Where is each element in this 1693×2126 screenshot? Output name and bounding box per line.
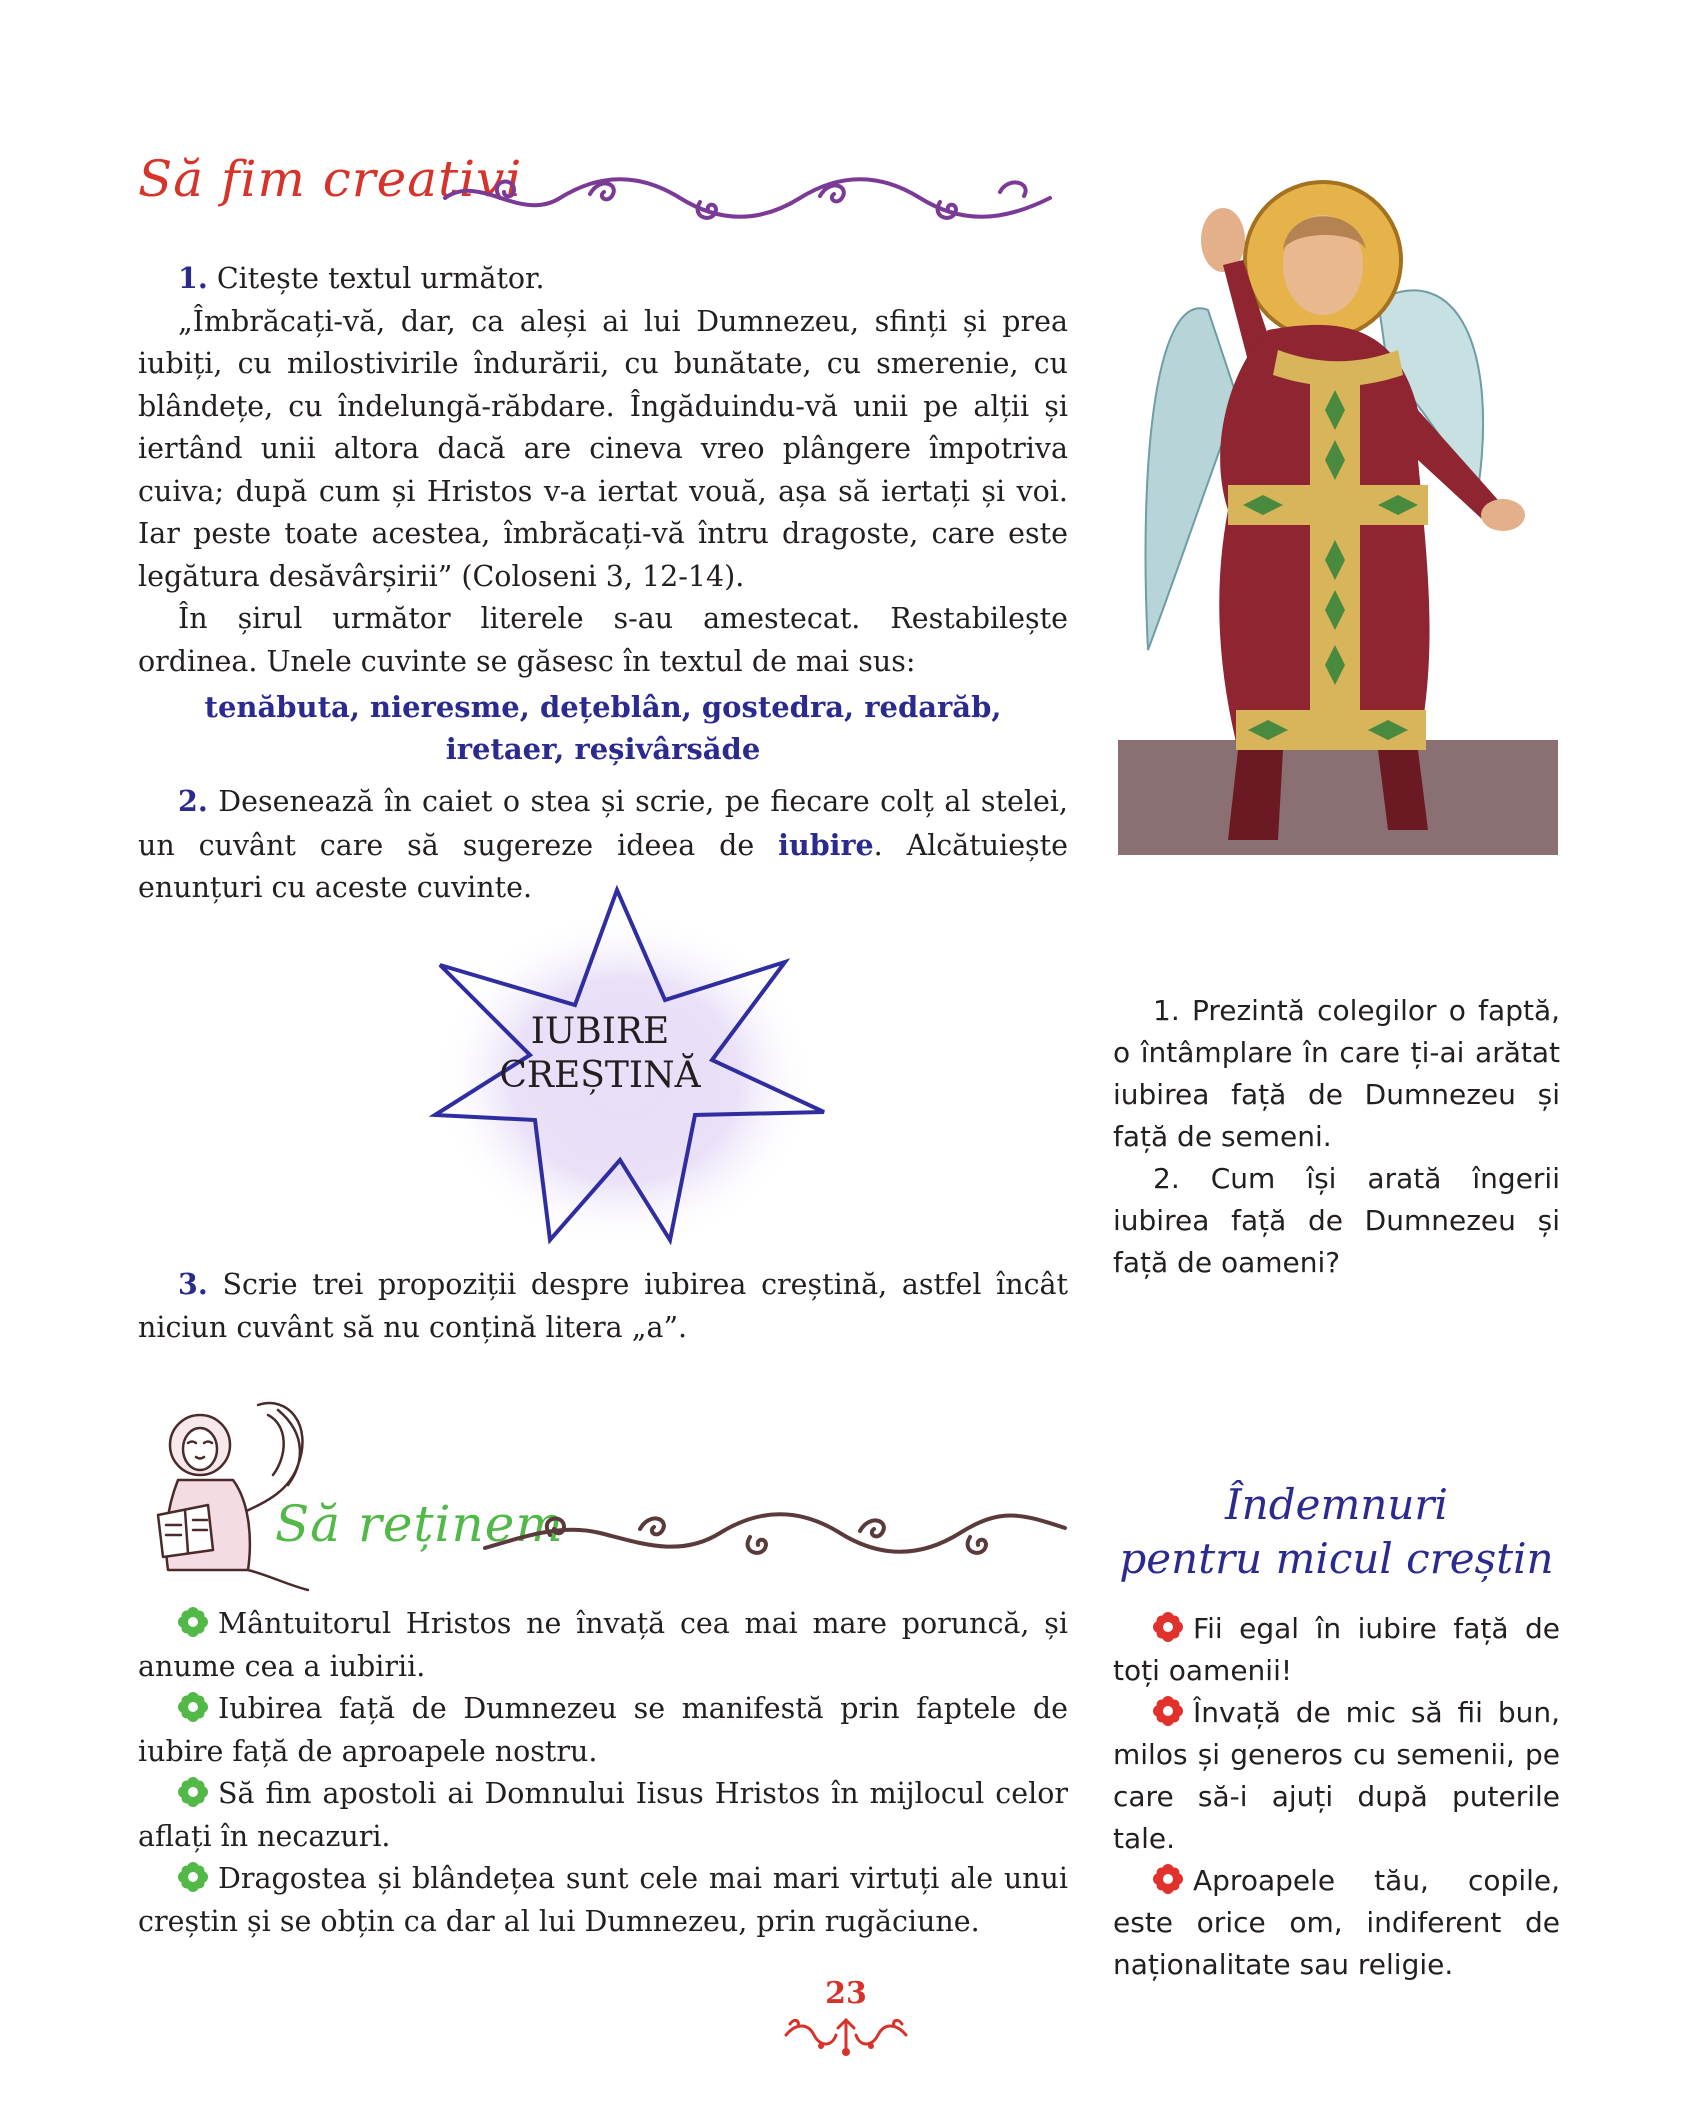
- section1-body: [138, 257, 1068, 683]
- exhortation-item-text: Fii egal în iubire față de toți oamenii!: [1113, 1612, 1560, 1687]
- task-1-text: Citește textul următor.: [216, 262, 545, 295]
- remember-item-text: Să fim apostoli ai Domnului Iisus Hristos în mijlocul celor aflați în necazuri.: [138, 1777, 1068, 1853]
- remember-item: [138, 1773, 1068, 1858]
- green-flower-bullet-icon: [178, 1692, 208, 1722]
- exhortation-item: [1113, 1692, 1560, 1860]
- remember-item-text: Iubirea față de Dumnezeu se manifestă prin faptele de iubire față de aproapele nostru.: [138, 1692, 1068, 1768]
- green-flower-bullet-icon: [178, 1777, 208, 1807]
- scroll-ornament-brown: [480, 1503, 1070, 1563]
- side-question-1: 1. Prezintă colegilor o faptă, o întâmplare în care ți-ai arătat iubirea față de Dumnezeu și față de semeni.: [1113, 994, 1560, 1153]
- remember-item: [138, 1858, 1068, 1943]
- keyword-iubire: iubire: [778, 827, 874, 862]
- scroll-ornament-purple: [440, 168, 1060, 228]
- side-questions: [1113, 990, 1560, 1284]
- star-label: [470, 1010, 730, 1098]
- exhortation-item: [1113, 1608, 1560, 1692]
- exhortation-item-text: Aproapele tău, copile, este orice om, indiferent de naționalitate sau religie.: [1113, 1864, 1560, 1981]
- task-1: [138, 257, 1068, 301]
- exhortations-title-line-2: pentru micul creștin: [1119, 1534, 1554, 1583]
- exhortations-title: [1113, 1478, 1560, 1586]
- scrambled-line-1: tenăbuta, nieresme, dețeblân, gostedra, redarăb,: [204, 690, 1002, 724]
- task-2-number: 2.: [178, 784, 208, 818]
- page-number: 23: [825, 1976, 867, 2011]
- star-label-line-2: CREȘTINĂ: [499, 1055, 701, 1096]
- exhortation-item: [1113, 1860, 1560, 1986]
- archangel-icon-image: [1118, 150, 1558, 855]
- task-2-text: Desenează în caiet o stea și scrie, pe fiecare colț al stelei, un cuvânt care să sugereze ideea de: [138, 785, 1068, 862]
- section-title-remember: Să reținem: [275, 1495, 564, 1553]
- task-3-number: 3.: [178, 1267, 208, 1301]
- task-3: [138, 1263, 1068, 1349]
- angel-reading-drawing: [138, 1385, 318, 1595]
- task-2-text-end: . Alcătuiește enunțuri cu aceste cuvinte.: [138, 828, 1068, 904]
- scramble-instruction: În șirul următor literele s-au amestecat. Restabilește ordinea. Unele cuvinte se găsesc în textul de mai sus:: [138, 602, 1068, 678]
- section-title-creative: Să fim creativi: [138, 150, 523, 208]
- task-1-number: 1.: [178, 261, 208, 295]
- red-flower-bullet-icon: [1153, 1612, 1183, 1642]
- scrambled-words: [138, 686, 1068, 770]
- red-flower-bullet-icon: [1153, 1864, 1183, 1894]
- remember-item-text: Dragostea și blândețea sunt cele mai mari virtuți ale unui creștin și se obțin ca dar al lui Dumnezeu, prin rugăciune.: [138, 1862, 1068, 1938]
- page-number-ornament: [776, 2010, 916, 2060]
- task-3-text: Scrie trei propoziții despre iubirea creștină, astfel încât niciun cuvânt să nu conțină litera „a”.: [138, 1268, 1068, 1344]
- green-flower-bullet-icon: [178, 1607, 208, 1637]
- red-flower-bullet-icon: [1153, 1696, 1183, 1726]
- side-question-2: 2. Cum își arată îngerii iubirea față de Dumnezeu și față de oameni?: [1113, 1162, 1560, 1279]
- remember-list: [138, 1603, 1068, 1943]
- remember-item: [138, 1688, 1068, 1773]
- exhortation-item-text: Învață de mic să fii bun, milos și generos cu semenii, pe care să-i ajuți după puterile tale.: [1113, 1696, 1560, 1855]
- star-label-line-1: IUBIRE: [530, 1011, 670, 1052]
- scrambled-line-2: iretaer, reșivârsăde: [445, 732, 761, 766]
- exhortations-title-line-1: Îndemnuri: [1225, 1480, 1448, 1529]
- task-3-block: [138, 1263, 1068, 1349]
- exhortations-list: [1113, 1608, 1560, 1986]
- remember-item-text: Mântuitorul Hristos ne învață cea mai mare poruncă, și anume cea a iubirii.: [138, 1607, 1068, 1683]
- remember-item: [138, 1603, 1068, 1688]
- green-flower-bullet-icon: [178, 1862, 208, 1892]
- bible-quote: „Îmbrăcați-vă, dar, ca aleși ai lui Dumnezeu, sfinți și prea iubiți, cu milostivirile îndurării, cu bunătate, cu smerenie, cu blândețe, cu îndelungă-răbdare. Îngăduindu-vă unii pe alții și iertând unii altora dacă are cineva vreo plângere împotriva cuiva; după cum și Hristos v-a iertat vouă, așa să iertați și voi. Iar peste toate acestea, îmbrăcați-vă întru dragoste, care este legătura desăvârșirii” (Coloseni 3, 12-14).: [138, 304, 1068, 593]
